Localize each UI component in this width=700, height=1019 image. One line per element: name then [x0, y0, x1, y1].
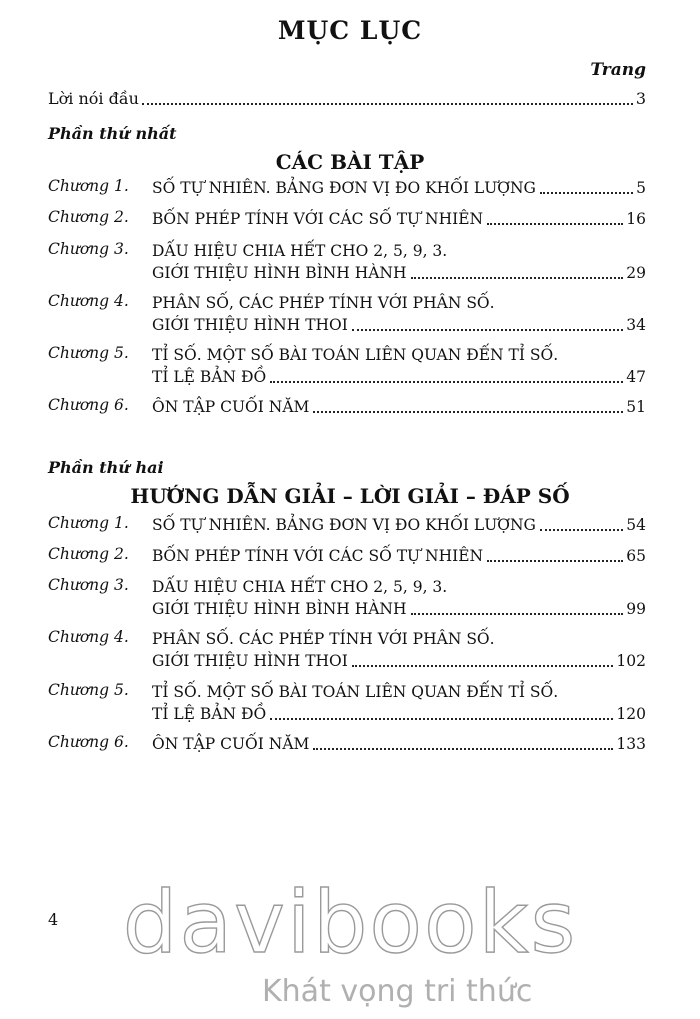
chapter-label: Chương 5. — [48, 344, 129, 362]
chapter-title: PHÂN SỐ. CÁC PHÉP TÍNH VỚI PHÂN SỐ. — [152, 630, 495, 648]
chapter-title: SỐ TỰ NHIÊN. BẢNG ĐƠN VỊ ĐO KHỐI LƯỢNG — [152, 516, 536, 534]
chapter-title: BỐN PHÉP TÍNH VỚI CÁC SỐ TỰ NHIÊN — [152, 547, 484, 565]
page-title: MỤC LỤC — [277, 16, 423, 45]
chapter-page: 47 — [626, 368, 646, 386]
chapter-title: PHÂN SỐ, CÁC PHÉP TÍNH VỚI PHÂN SỐ. — [152, 294, 495, 312]
toc-entry-text: Lời nói đầu — [48, 89, 139, 108]
chapter-page: 16 — [626, 210, 646, 228]
chapter-page: 65 — [626, 547, 646, 565]
toc-entry-page: 3 — [635, 89, 646, 108]
dot-leader — [352, 665, 614, 667]
chapter-label: Chương 4. — [48, 628, 129, 646]
dot-leader — [270, 381, 623, 383]
dot-leader — [352, 329, 623, 331]
chapter-label: Chương 2. — [48, 545, 129, 563]
chapter-title: SỐ TỰ NHIÊN. BẢNG ĐƠN VỊ ĐO KHỐI LƯỢNG — [152, 179, 536, 197]
dot-leader — [313, 748, 613, 750]
dot-leader — [411, 277, 624, 279]
dot-leader — [142, 103, 633, 105]
chapter-label: Chương 1. — [48, 514, 129, 532]
chapter-page: 51 — [626, 398, 646, 416]
dot-leader — [487, 223, 623, 225]
chapter-page: 102 — [616, 652, 646, 670]
chapter-title: DẤU HIỆU CHIA HẾT CHO 2, 5, 9, 3. — [152, 578, 448, 596]
section-title: CÁC BÀI TẬP — [275, 150, 425, 174]
chapter-title-line2: TỈ LỆ BẢN ĐỒ — [152, 368, 267, 386]
chapter-label: Chương 3. — [48, 240, 129, 258]
chapter-label: Chương 2. — [48, 208, 129, 226]
chapter-title: DẤU HIỆU CHIA HẾT CHO 2, 5, 9, 3. — [152, 242, 448, 260]
chapter-label: Chương 1. — [48, 177, 129, 195]
chapter-page: 29 — [626, 264, 646, 282]
chapter-label: Chương 5. — [48, 681, 129, 699]
chapter-label: Chương 3. — [48, 576, 129, 594]
watermark-logo: davibooks — [122, 873, 578, 973]
chapter-title-line2: GIỚI THIỆU HÌNH THOI — [152, 652, 348, 670]
chapter-page: 54 — [626, 516, 646, 534]
chapter-page: 99 — [626, 600, 646, 618]
chapter-title-line2: GIỚI THIỆU HÌNH BÌNH HÀNH — [152, 600, 407, 618]
section-title: HƯỚNG DẪN GIẢI – LỜI GIẢI – ĐÁP SỐ — [130, 484, 570, 508]
chapter-title-line2: GIỚI THIỆU HÌNH THOI — [152, 316, 348, 334]
dot-leader — [313, 411, 623, 413]
chapter-title: ÔN TẬP CUỐI NĂM — [152, 735, 310, 753]
chapter-page: 5 — [636, 179, 646, 197]
chapter-label: Chương 4. — [48, 292, 129, 310]
chapter-title-line2: GIỚI THIỆU HÌNH BÌNH HÀNH — [152, 264, 407, 282]
chapter-page: 120 — [616, 705, 646, 723]
chapter-page: 34 — [626, 316, 646, 334]
chapter-title-line2: TỈ LỆ BẢN ĐỒ — [152, 705, 267, 723]
chapter-title: BỐN PHÉP TÍNH VỚI CÁC SỐ TỰ NHIÊN — [152, 210, 484, 228]
part-label: Phần thứ nhất — [48, 124, 177, 143]
chapter-label: Chương 6. — [48, 396, 129, 414]
dot-leader — [411, 613, 624, 615]
chapter-title: TỈ SỐ. MỘT SỐ BÀI TOÁN LIÊN QUAN ĐẾN TỈ SỐ. — [152, 346, 559, 364]
chapter-page: 133 — [616, 735, 646, 753]
dot-leader — [540, 192, 633, 194]
page-number: 4 — [48, 910, 59, 929]
chapter-title: ÔN TẬP CUỐI NĂM — [152, 398, 310, 416]
page-column-label: Trang — [590, 60, 646, 80]
dot-leader — [487, 560, 623, 562]
watermark-tagline: Khát vọng tri thức — [262, 974, 533, 1009]
toc-entry-preface[interactable] — [48, 88, 646, 110]
dot-leader — [270, 718, 613, 720]
dot-leader — [540, 529, 623, 531]
chapter-title: TỈ SỐ. MỘT SỐ BÀI TOÁN LIÊN QUAN ĐẾN TỈ SỐ. — [152, 683, 559, 701]
chapter-label: Chương 6. — [48, 733, 129, 751]
part-label: Phần thứ hai — [48, 458, 164, 477]
